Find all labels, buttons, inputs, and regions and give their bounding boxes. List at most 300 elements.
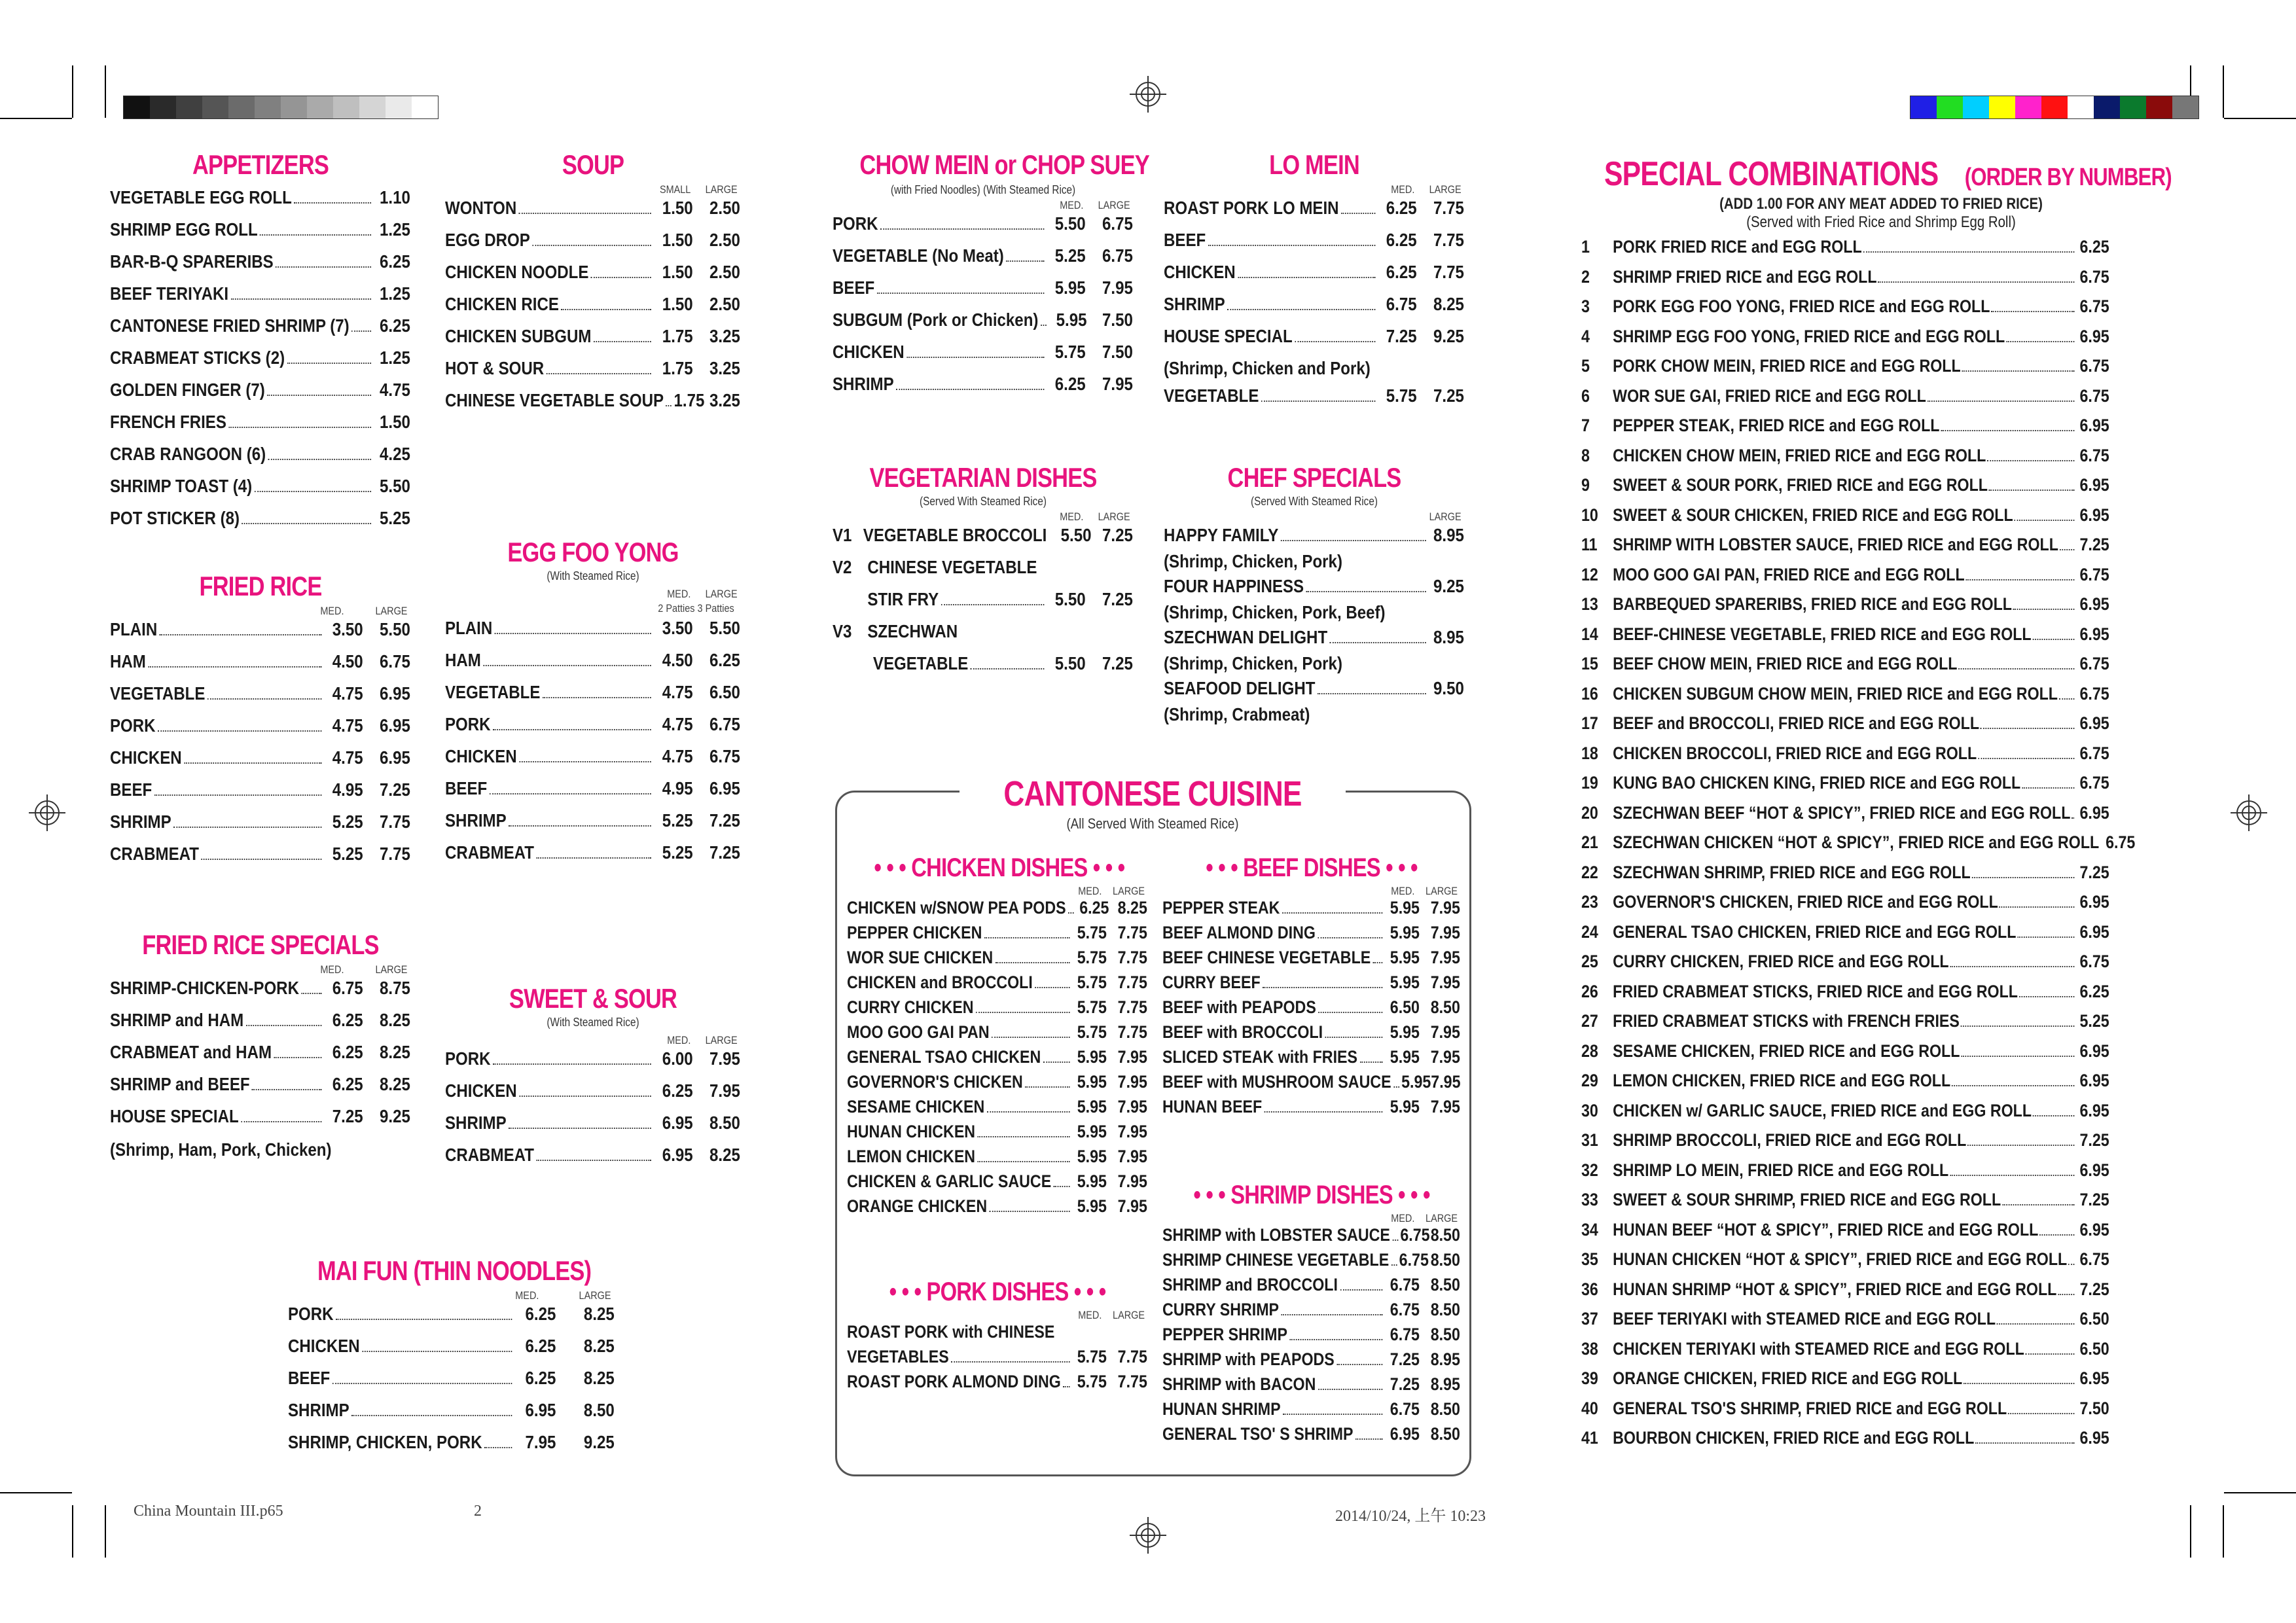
item-price-large: 8.50: [1430, 1250, 1460, 1270]
list-item: [445, 842, 740, 874]
grayscale-swatch: [307, 96, 333, 118]
item-name: CANTONESE FRIED SHRIMP (7): [110, 315, 350, 336]
soup-header-large: LARGE: [705, 183, 738, 196]
combo-number: 8: [1581, 445, 1590, 465]
shrimp-dishes-header-med: MED.: [1391, 1212, 1415, 1224]
item-name: ROAST PORK ALMOND DING: [847, 1372, 1061, 1391]
item-name: BAR-B-Q SPARERIBS: [110, 251, 274, 272]
combo-item-content: [1581, 1339, 2109, 1359]
item-price-med: 4.75: [332, 683, 363, 704]
item-price-large: 7.95: [1117, 1171, 1147, 1191]
pork-dishes-line1: [847, 1322, 1147, 1347]
item-name: CRABMEAT: [445, 842, 535, 863]
leader-dots: [228, 427, 370, 428]
appetizers-list: [110, 187, 411, 540]
item-name: EGG DROP: [445, 230, 530, 250]
list-item: [445, 682, 740, 714]
combo-name: SWEET & SOUR SHRIMP, FRIED RICE and EGG ROLL: [1613, 1190, 2001, 1209]
vegetarian-header-med: MED.: [1060, 510, 1084, 523]
combo-price: 7.25: [2079, 1279, 2109, 1299]
item-price-large: 6.75: [380, 651, 410, 671]
lo-mein-list: [1164, 198, 1465, 358]
grayscale-swatch: [176, 96, 202, 118]
egg-foo-yong-section: [445, 537, 741, 874]
list-item: [847, 1122, 1147, 1147]
item-price-med: 4.75: [662, 714, 693, 734]
combo-name: GENERAL TSO'S SHRIMP, FRIED RICE and EGG ROLL: [1613, 1398, 2007, 1418]
leader-dots: [519, 761, 651, 762]
special-combinations-header: [1567, 154, 2195, 195]
item-name: SHRIMP and HAM: [110, 1010, 244, 1030]
item-price-med: 5.25: [1054, 245, 1086, 266]
list-item: [110, 619, 410, 651]
combo-item-content: [1581, 1368, 2109, 1389]
vegetarian-v1-med: 5.50: [1060, 525, 1092, 545]
soup-section: [445, 149, 741, 422]
item-name: PEPPER STEAK: [1162, 898, 1280, 918]
combo-price: 6.95: [2079, 416, 2109, 435]
leader-dots: [2019, 996, 2075, 997]
combo-item: [1581, 654, 2195, 684]
item-name: SEAFOOD DELIGHT: [1164, 678, 1316, 698]
item-name: PEPPER SHRIMP: [1162, 1325, 1287, 1344]
list-item: [445, 1145, 740, 1177]
leader-dots: [1318, 937, 1382, 938]
item-price: 9.50: [1433, 678, 1464, 698]
item-price-med: 4.95: [662, 778, 693, 798]
combo-item-content: [1581, 267, 2109, 287]
vegetarian-v1-name: VEGETABLE BROCCOLI: [863, 525, 1047, 545]
leader-dots: [594, 341, 651, 342]
item-price-med: 1.75: [662, 358, 693, 378]
footer-page-number: 2: [474, 1503, 482, 1520]
leader-dots: [1964, 1383, 2074, 1384]
combo-item-content: [1581, 982, 2109, 1002]
vegetarian-v1-number: V1: [833, 525, 852, 545]
combo-item-content: [1581, 892, 2109, 912]
combo-item: [1581, 237, 2195, 267]
item-price-med: 5.75: [1077, 972, 1107, 992]
item-price-large: 7.95: [1117, 1097, 1147, 1116]
combo-price: 6.50: [2079, 1309, 2109, 1329]
combo-item-content: [1581, 713, 2109, 734]
item-name: HAPPY FAMILY: [1164, 525, 1279, 545]
combo-number: 15: [1581, 654, 1598, 673]
item-price-med: 5.95: [1077, 1147, 1107, 1166]
egg-foo-yong-subtitle: (With Steamed Rice): [547, 569, 639, 582]
combo-name: ORANGE CHICKEN, FRIED RICE and EGG ROLL: [1613, 1368, 1963, 1388]
item-name: SHRIMP-CHICKEN-PORK: [110, 978, 299, 998]
combo-item: [1581, 832, 2195, 863]
vegetarian-v3-cont: VEGETABLE: [872, 653, 969, 673]
leader-dots: [1282, 912, 1382, 914]
item-price-large: 7.95: [1430, 1022, 1460, 1042]
item-price-med: 4.50: [662, 650, 693, 670]
item-price-med: 1.75: [673, 390, 705, 410]
sweet-sour-header-med: MED.: [667, 1034, 691, 1046]
vegetarian-item-v1: [833, 525, 1133, 557]
leader-dots: [1281, 540, 1426, 541]
combo-name: HUNAN CHICKEN “HOT & SPICY”, FRIED RICE and EGG ROLL: [1613, 1249, 2068, 1269]
list-item: [833, 374, 1133, 406]
leader-dots: [2017, 936, 2074, 938]
item-price-med: 3.50: [332, 619, 363, 639]
combo-name: PORK FRIED RICE and EGG ROLL: [1613, 237, 1862, 257]
item-name: PORK: [833, 213, 878, 234]
item-price-large: 7.75: [1117, 997, 1147, 1017]
combo-item-content: [1581, 1249, 2109, 1270]
egg-foo-yong-list: [445, 618, 741, 874]
item-name: BEEF: [1164, 230, 1206, 250]
leader-dots: [2013, 609, 2075, 610]
item-price-med: 4.75: [662, 746, 693, 766]
item-price-large: 7.95: [1430, 898, 1460, 918]
leader-dots: [351, 330, 371, 332]
combo-name: BEEF CHOW MEIN, FRIED RICE and EGG ROLL: [1613, 654, 1958, 673]
item-price-large: 7.25: [709, 810, 740, 830]
shrimp-dishes-title: • • • SHRIMP DISHES • • •: [1193, 1181, 1430, 1209]
item-price-med: 7.25: [1386, 326, 1417, 346]
item-price-large: 7.50: [1102, 310, 1133, 330]
combo-item-content: [1581, 863, 2109, 883]
combo-price: 6.95: [2079, 1071, 2109, 1090]
item-price-large: 8.95: [1430, 1349, 1460, 1369]
item-price-med: 6.95: [662, 1145, 693, 1165]
item-name: SHRIMP: [445, 810, 507, 830]
list-item: [445, 650, 740, 682]
color-swatch: [1937, 96, 1963, 118]
item-name: SHRIMP: [288, 1400, 350, 1420]
list-item: [833, 213, 1133, 245]
vegetarian-title: VEGETARIAN DISHES: [869, 462, 1097, 493]
combo-number: 3: [1581, 296, 1590, 316]
list-item: [1164, 198, 1464, 230]
vegetarian-item-v2: [833, 557, 1133, 589]
combo-item: [1581, 1368, 2195, 1399]
item-price-large: 7.25: [1433, 385, 1464, 406]
leader-dots: [880, 228, 1044, 230]
combo-price: 6.75: [2106, 832, 2136, 852]
item-name: SHRIMP: [833, 374, 894, 394]
leader-dots: [336, 1319, 512, 1320]
grayscale-swatch: [228, 96, 255, 118]
item-price-med: 5.95: [1077, 1047, 1107, 1067]
list-item: [1164, 627, 1464, 653]
footer-filename: China Mountain III.p65: [134, 1503, 283, 1520]
combo-price: 6.95: [2079, 1100, 2109, 1120]
grayscale-swatch: [386, 96, 412, 118]
leader-dots: [201, 859, 321, 860]
combo-number: 7: [1581, 416, 1590, 435]
combo-number: 16: [1581, 683, 1598, 704]
combo-item: [1581, 296, 2195, 327]
vegetarian-item-v3: [833, 621, 1133, 653]
item-name: SHRIMP EGG ROLL: [110, 219, 258, 240]
combo-number: 2: [1581, 266, 1590, 287]
item-price-large: 6.95: [380, 747, 410, 768]
registration-mark-bottom-icon: [1130, 1517, 1166, 1554]
item-price-med: 6.25: [332, 1074, 363, 1094]
combo-item: [1581, 1130, 2195, 1160]
item-price-med: 6.00: [662, 1048, 693, 1069]
grayscale-swatch: [359, 96, 386, 118]
item-price-med: 1.75: [662, 326, 693, 346]
leader-dots: [301, 993, 321, 994]
item-price-med: 5.50: [1054, 213, 1086, 234]
item-price-large: 7.95: [1430, 1047, 1460, 1067]
combo-item: [1581, 356, 2195, 386]
leader-dots: [509, 1128, 651, 1129]
list-item: [847, 898, 1147, 923]
leader-dots: [1987, 460, 2074, 461]
item-price-large: 6.75: [709, 746, 740, 766]
list-item: [847, 1047, 1147, 1072]
combo-number: 6: [1581, 385, 1590, 406]
item-price-large: 7.95: [709, 1048, 740, 1069]
combo-item-content: [1581, 743, 2109, 764]
list-item: [445, 294, 740, 326]
list-item: [110, 747, 410, 779]
registration-mark-right-icon: [2231, 794, 2267, 831]
combo-item-content: [1581, 1130, 2109, 1150]
combo-item: [1581, 1279, 2195, 1310]
item-price-med: 5.75: [1077, 923, 1107, 942]
footer-timestamp: 2014/10/24, 上午 10:23: [1335, 1508, 1486, 1525]
combo-number: 23: [1581, 892, 1598, 912]
mai-fun-title: MAI FUN (THIN NOODLES): [317, 1255, 592, 1286]
leader-dots: [877, 293, 1044, 294]
item-price: 6.25: [380, 251, 410, 272]
leader-dots: [493, 729, 651, 730]
item-price: 6.25: [380, 315, 410, 336]
color-swatch: [2172, 96, 2198, 118]
list-item: [1162, 1047, 1460, 1072]
vegetarian-v2-name: CHINESE VEGETABLE: [867, 557, 1037, 577]
item-price-med: 4.75: [332, 747, 363, 768]
combo-item-content: [1581, 1309, 2109, 1329]
list-item: [1162, 898, 1460, 923]
combo-item-content: [1581, 386, 2109, 406]
combo-price: 6.25: [2079, 237, 2109, 257]
item-name: SUBGUM (Pork or Chicken): [833, 310, 1039, 330]
item-name: GOVERNOR'S CHICKEN: [847, 1072, 1023, 1092]
combo-number: 38: [1581, 1338, 1598, 1359]
item-name: CHICKEN RICE: [445, 294, 559, 314]
color-calibration-bar: [1910, 96, 2199, 119]
combo-item: [1581, 505, 2195, 535]
list-item: [288, 1336, 615, 1368]
item-price-large: 7.95: [1117, 1122, 1147, 1141]
combo-name: BARBEQUED SPARERIBS, FRIED RICE and EGG ROLL: [1613, 594, 2012, 614]
leader-dots: [990, 1211, 1070, 1212]
item-name: SHRIMP and BROCCOLI: [1162, 1275, 1338, 1294]
color-swatch: [1910, 96, 1937, 118]
item-name: SHRIMP and BEEF: [110, 1074, 250, 1094]
item-name: CHICKEN w/SNOW PEA PODS: [847, 898, 1066, 918]
leader-dots: [1265, 1111, 1383, 1113]
combo-price: 6.95: [2079, 475, 2109, 495]
item-price-large: 7.75: [1117, 1372, 1147, 1391]
item-name: LEMON CHICKEN: [847, 1147, 976, 1166]
leader-dots: [1306, 591, 1426, 592]
list-item: [110, 283, 410, 315]
item-price-med: 6.25: [1386, 262, 1417, 282]
item-price-large: 7.75: [1117, 948, 1147, 967]
special-combinations-title: SPECIAL COMBINATIONS: [1604, 155, 1939, 193]
lo-mein-header-med: MED.: [1391, 183, 1415, 196]
combo-name: MOO GOO GAI PAN, FRIED RICE and EGG ROLL: [1613, 564, 1965, 584]
combo-item: [1581, 1101, 2195, 1131]
leader-dots: [1336, 1364, 1382, 1365]
combo-item: [1581, 594, 2195, 624]
list-item: [110, 1106, 410, 1138]
combo-number: 35: [1581, 1249, 1598, 1269]
leader-dots: [332, 1383, 512, 1384]
fried-rice-list: [110, 619, 411, 876]
leader-dots: [184, 762, 321, 764]
item-price-med: 6.25: [1079, 898, 1109, 918]
leader-dots: [2068, 1264, 2074, 1265]
item-name: SHRIMP with LOBSTER SAUCE: [1162, 1225, 1390, 1245]
combo-item-content: [1581, 594, 2109, 615]
combo-item-content: [1581, 1399, 2109, 1419]
leader-dots: [1941, 430, 2074, 431]
chef-specials-header-large: LARGE: [1429, 510, 1462, 523]
fried-rice-section: [110, 571, 411, 876]
combo-item-content: [1581, 773, 2109, 793]
combo-item-content: [1581, 535, 2109, 555]
leader-dots: [1962, 370, 2074, 372]
combo-item: [1581, 713, 2195, 743]
fried-rice-specials-section: [110, 929, 411, 1166]
leader-dots: [1025, 1086, 1069, 1088]
item-price-med: 6.95: [1390, 1424, 1420, 1444]
combo-item: [1581, 1399, 2195, 1429]
item-name: BEEF ALMOND DING: [1162, 923, 1316, 942]
combo-price: 6.75: [2079, 743, 2109, 763]
combo-price: 6.75: [2079, 296, 2109, 316]
item-name: CHICKEN NOODLE: [445, 262, 589, 282]
item-price-med: 7.95: [525, 1432, 556, 1452]
list-item: [110, 476, 410, 508]
grayscale-swatch: [150, 96, 176, 118]
leader-dots: [1991, 311, 2074, 312]
list-item: [847, 972, 1147, 997]
combo-item-content: [1581, 446, 2109, 466]
list-item: [445, 230, 740, 262]
chow-mein-section: [833, 149, 1149, 406]
combo-number: 5: [1581, 356, 1590, 376]
combo-number: 28: [1581, 1041, 1598, 1061]
leader-dots: [483, 665, 651, 666]
leader-dots: [1927, 401, 2074, 402]
combo-item: [1581, 1160, 2195, 1190]
combo-name: SZECHWAN SHRIMP, FRIED RICE and EGG ROLL: [1613, 862, 1971, 882]
item-price-med: 5.95: [1390, 948, 1420, 967]
item-price: 8.95: [1433, 525, 1464, 545]
item-price-med: 5.95: [1077, 1072, 1107, 1092]
shrimp-dishes-list: [1162, 1225, 1461, 1449]
list-item: [1162, 1325, 1460, 1349]
list-item: [110, 251, 410, 283]
item-price-large: 8.50: [1430, 1325, 1460, 1344]
combo-item-content: [1581, 356, 2109, 376]
item-price-large: 5.50: [709, 618, 740, 638]
combo-name: CHICKEN TERIYAKI with STEAMED RICE and EGG ROLL: [1613, 1338, 2024, 1359]
list-item: [847, 1196, 1147, 1221]
mai-fun-list: [288, 1304, 615, 1464]
leader-dots: [2032, 639, 2074, 640]
mai-fun-section: [288, 1255, 615, 1464]
combo-number: 14: [1581, 624, 1598, 644]
list-item: [445, 714, 740, 746]
item-name: BEEF with BROCCOLI: [1162, 1022, 1323, 1042]
list-item: [288, 1432, 615, 1464]
item-name: CURRY SHRIMP: [1162, 1300, 1280, 1319]
leader-dots: [1971, 877, 2074, 878]
item-name: PORK: [110, 715, 156, 736]
item-price-med: 6.95: [525, 1400, 556, 1420]
color-swatch: [2094, 96, 2120, 118]
item-name: SHRIMP, CHICKEN, PORK: [288, 1432, 482, 1452]
item-price: 5.50: [380, 476, 410, 496]
combo-price: 7.25: [2079, 862, 2109, 882]
lo-mein-title: LO MEIN: [1269, 149, 1359, 180]
leader-dots: [1392, 1240, 1398, 1241]
leader-dots: [543, 697, 651, 698]
item-price: 1.50: [380, 412, 410, 432]
list-item: [110, 187, 410, 219]
combo-number: 12: [1581, 564, 1598, 584]
item-note: (Shrimp, Chicken, Pork): [1164, 653, 1342, 673]
leader-dots: [1281, 1314, 1382, 1315]
item-name: BEEF: [110, 779, 152, 800]
item-name: HOUSE SPECIAL: [110, 1106, 239, 1126]
combo-item: [1581, 535, 2195, 565]
item-price: 1.25: [380, 219, 410, 240]
grayscale-swatch: [255, 96, 281, 118]
leader-dots: [984, 937, 1069, 938]
item-price-med: 5.25: [662, 810, 693, 830]
item-price-large: 7.75: [1117, 1022, 1147, 1042]
leader-dots: [267, 395, 370, 396]
combo-number: 34: [1581, 1219, 1598, 1240]
list-item: [110, 715, 410, 747]
item-name: CRABMEAT and HAM: [110, 1042, 272, 1062]
list-item: [110, 844, 410, 876]
list-item: [445, 618, 740, 650]
combo-item: [1581, 952, 2195, 982]
item-price-large: 7.95: [1102, 277, 1133, 298]
leader-dots: [2033, 1115, 2075, 1116]
combo-number: 26: [1581, 981, 1598, 1001]
item-price-large: 6.75: [709, 714, 740, 734]
combo-price: 6.95: [2079, 802, 2109, 823]
chow-mein-subtitle: (with Fried Noodles) (With Steamed Rice): [890, 183, 1076, 196]
leader-dots: [1340, 1289, 1382, 1291]
chicken-dishes-list: [847, 898, 1148, 1221]
list-item: [847, 997, 1147, 1022]
combo-price: 6.75: [2079, 952, 2109, 971]
vegetarian-item-v3-cont: [833, 653, 1133, 685]
item-name: GENERAL TSO' S SHRIMP: [1162, 1424, 1354, 1444]
leader-dots: [591, 277, 651, 278]
combo-item: [1581, 565, 2195, 595]
leader-dots: [2058, 1294, 2074, 1295]
combo-item-content: [1581, 1279, 2109, 1300]
egg-foo-yong-header-large: LARGE: [705, 588, 738, 600]
vegetarian-v1-large: 7.25: [1102, 525, 1133, 545]
